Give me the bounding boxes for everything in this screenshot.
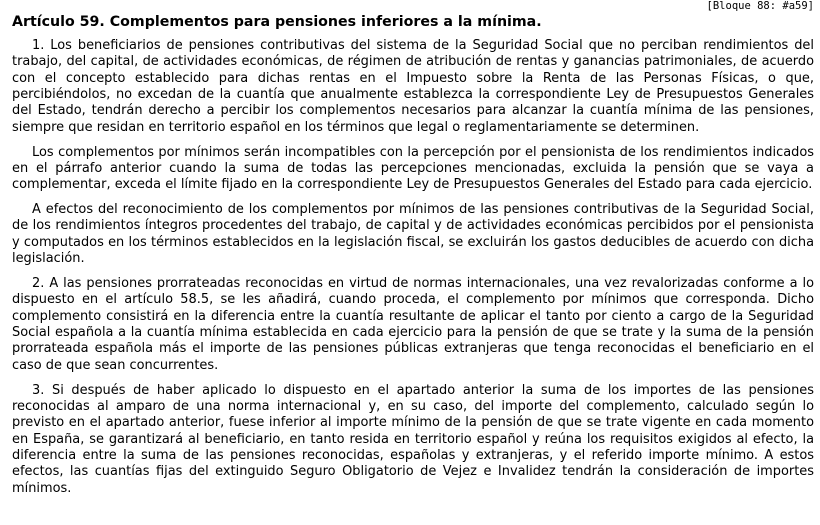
block-reference: [Bloque 88: #a59] xyxy=(706,0,814,12)
article-section xyxy=(12,13,814,505)
article-paragraph-3: A efectos del reconocimiento de los complementos por mínimos de las pensiones contributivas de la Seguridad Social, de los rendimientos íntegros procedentes del trabajo, de capital y de actividades económicas percibidos por el pensionista y computados en los términos establecidos en la legislación fiscal, se excluirán los gastos deducibles de acuerdo con dicha legislación. xyxy=(12,202,814,267)
article-paragraph-1: 1. Los beneficiarios de pensiones contributivas del sistema de la Seguridad Social que no perciban rendimientos del trabajo, del capital, de actividades económicas, de régimen de atribución de rentas y ganancias patrimoniales, de acuerdo con el concepto establecido para dichas rentas en el Impuesto sobre la Renta de las Personas Físicas, o que, percibiéndolos, no excedan de la cuantía que anualmente establezca la correspondiente Ley de Presupuestos Generales del Estado, tendrán derecho a percibir los complementos necesarios para alcanzar la cuantía mínima de las pensiones, siempre que residan en territorio español en los términos que legal o reglamentariamente se determinen. xyxy=(12,38,814,135)
article-paragraph-5: 3. Si después de haber aplicado lo dispuesto en el apartado anterior la suma de los importes de las pensiones reconocidas al amparo de una norma internacional y, en su caso, del importe del complemento, calculado según lo previsto en el apartado anterior, fuese inferior al importe mínimo de la pensión de que se trate vigente en cada momento en España, se garantizará al beneficiario, en tanto resida en territorio español y reúna los requisitos exigidos al efecto, la diferencia entre la suma de las pensiones reconocidas, españolas y extranjeras, y el referido importe mínimo. A estos efectos, las cuantías fijas del extinguido Seguro Obligatorio de Vejez e Invalidez tendrán la consideración de importes mínimos. xyxy=(12,382,814,496)
article-paragraph-2: Los complementos por mínimos serán incompatibles con la percepción por el pensionista de los rendimientos indicados en el párrafo anterior cuando la suma de todas las percepciones mencionadas, excluida la pensión que se vaya a complementar, exceda el límite fijado en la correspondiente Ley de Presupuestos Generales del Estado para cada ejercicio. xyxy=(12,144,814,193)
article-paragraph-4: 2. A las pensiones prorrateadas reconocidas en virtud de normas internacionales, una vez revalorizadas conforme a lo dispuesto en el artículo 58.5, se les añadirá, cuando proceda, el complemento por mínimos que corresponda. Dicho complemento consistirá en la diferencia entre la cuantía resultante de aplicar el tanto por ciento a cargo de la Seguridad Social española a la cuantía mínima establecida en cada ejercicio para la pensión de que se trate y la suma de la pensión prorrateada española más el importe de las pensiones públicas extranjeras que tenga reconocidas el beneficiario en el caso de que sean concurrentes. xyxy=(12,275,814,373)
article-title: Artículo 59. Complementos para pensiones inferiores a la mínima. xyxy=(12,14,542,30)
